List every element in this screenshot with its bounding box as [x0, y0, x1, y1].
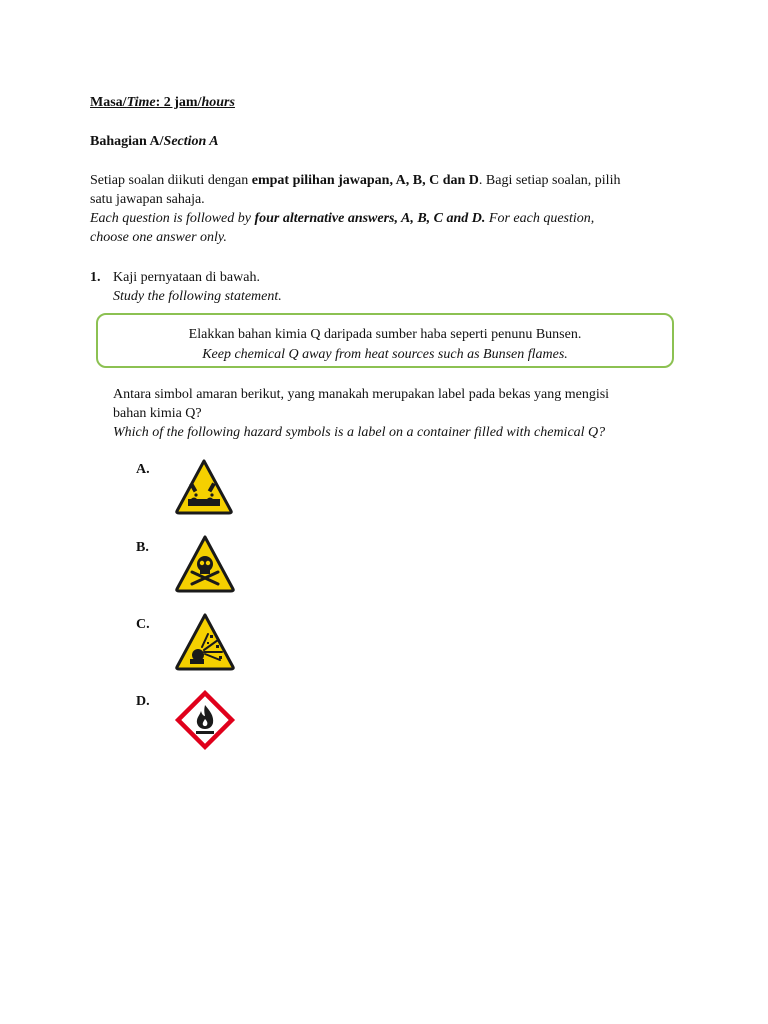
time-label: Time: [126, 95, 156, 110]
question-number: 1.: [90, 270, 101, 285]
explosive-icon[interactable]: [174, 612, 234, 672]
flammable-icon[interactable]: [174, 689, 234, 749]
duration-en: hours: [201, 95, 235, 110]
instruction-my-line2: satu jawapan sahaja.: [90, 192, 205, 207]
instruction-en-line1: [90, 209, 594, 228]
question-ask-my-line1: Antara simbol amaran berikut, yang manakah merupakan label pada bekas yang mengisi: [113, 387, 610, 402]
section-en: Section A: [163, 134, 219, 149]
instruction-en-line2: choose one answer only.: [90, 230, 227, 245]
duration-my: : 2 jam/: [155, 95, 202, 110]
toxic-skull-icon[interactable]: [174, 534, 234, 594]
instruction-my-pre: Setiap soalan diikuti dengan: [90, 173, 252, 188]
corrosive-icon[interactable]: [174, 458, 234, 518]
section-heading: [90, 132, 219, 151]
instruction-en-bold: four alternative answers, A, B, C and D.: [254, 211, 486, 226]
option-b-label[interactable]: B.: [136, 540, 149, 555]
time-allowed: [90, 93, 235, 112]
instruction-my-post: . Bagi setiap soalan, pilih: [478, 173, 621, 188]
statement-my: Elakkan bahan kimia Q daripada sumber haba seperti penunu Bunsen.: [188, 327, 582, 342]
option-d-label[interactable]: D.: [136, 694, 150, 709]
option-c-label[interactable]: C.: [136, 617, 150, 632]
question-ask-my-line2: bahan kimia Q?: [113, 406, 202, 421]
instruction-en-pre: Each question is followed by: [90, 211, 255, 226]
statement-box: [96, 313, 674, 368]
option-a-label[interactable]: A.: [136, 462, 150, 477]
instruction-my-bold: empat pilihan jawapan, A, B, C dan D: [251, 173, 479, 188]
statement-en: Keep chemical Q away from heat sources such as Bunsen flames.: [202, 347, 568, 362]
instruction-my-line1: [90, 171, 620, 190]
section-my: Bahagian A/: [90, 134, 164, 149]
masa-label: Masa/: [90, 95, 127, 110]
instruction-en-post: For each question,: [485, 211, 595, 226]
question-prompt-my: Kaji pernyataan di bawah.: [113, 270, 260, 285]
question-prompt-en: Study the following statement.: [113, 289, 282, 304]
question-ask-en: Which of the following hazard symbols is a label on a container filled with chemical Q?: [113, 425, 606, 440]
